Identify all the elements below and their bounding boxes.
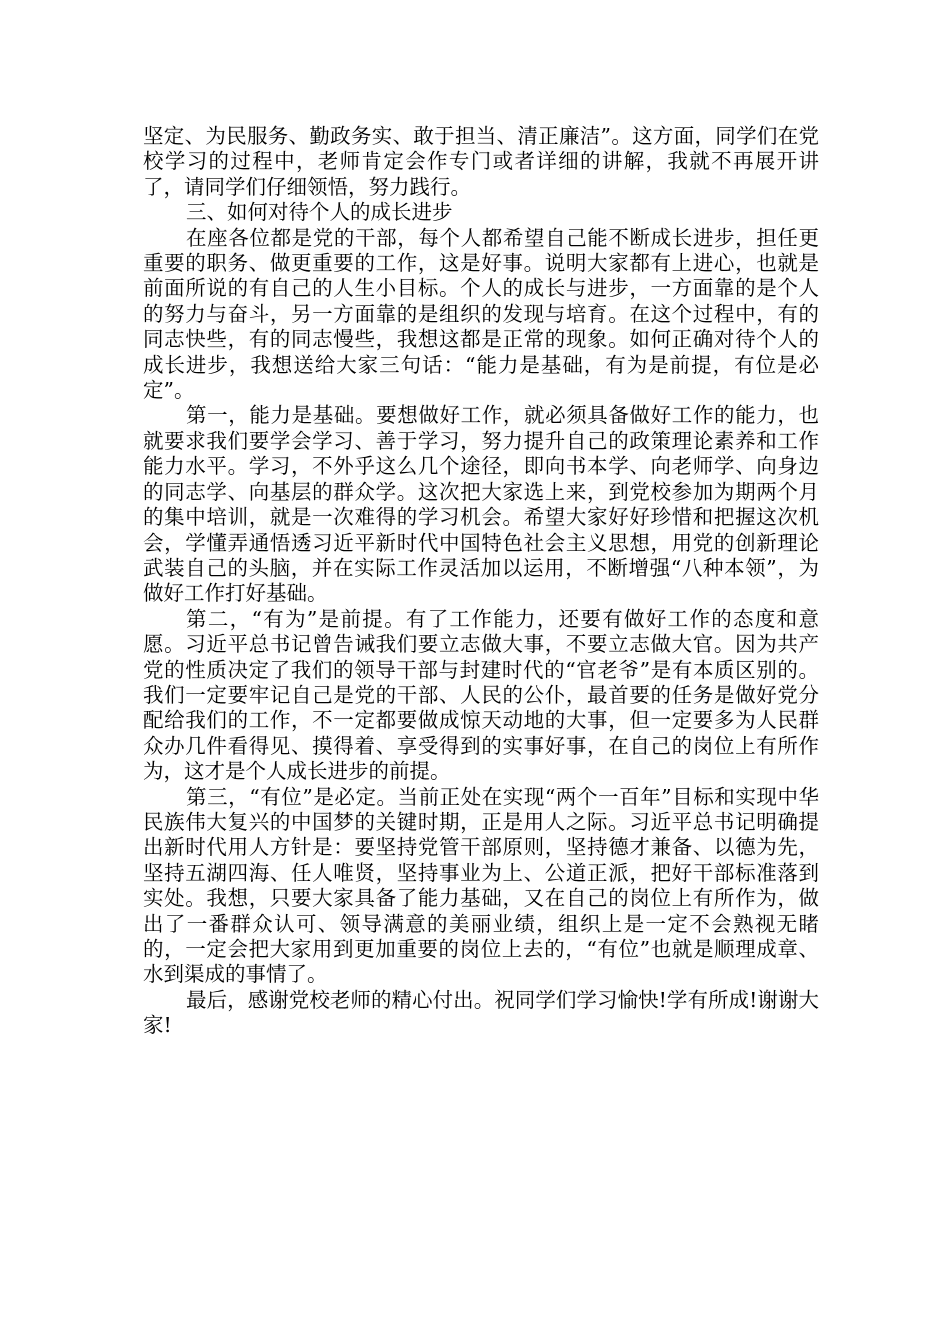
closing-paragraph: 最后，感谢党校老师的精心付出。祝同学们学习愉快!学有所成!谢谢大家! — [143, 987, 819, 1038]
body-paragraph: 第三，“有位”是必定。当前正处在实现“两个一百年”目标和实现中华民族伟大复兴的中国梦的关键时期，正是用人之际。习近平总书记明确提出新时代用人方针是：要坚持党管干部原则，坚持德才兼备、以德为先，坚持五湖四海、任人唯贤，坚持事业为上、公道正派，把好干部标准落到实处。我想，只要大家具备了能力基础，又在自己的岗位上有所作为，做出了一番群众认可、领导满意的美丽业绩，组织上是一定不会熟视无睹的，一定会把大家用到更加重要的岗位上去的，“有位”也就是顺理成章、水到渠成的事情了。 — [143, 784, 819, 987]
body-paragraph: 在座各位都是党的干部，每个人都希望自己能不断成长进步，担任更重要的职务、做更重要的工作，这是好事。说明大家都有上进心，也就是前面所说的有自己的人生小目标。个人的成长与进步，一方面靠的是个人的努力与奋斗，另一方面靠的是组织的发现与培育。在这个过程中，有的同志快些，有的同志慢些，我想这都是正常的现象。如何正确对待个人的成长进步，我想送给大家三句话：“能力是基础，有为是前提，有位是必定”。 — [143, 225, 819, 403]
section-heading: 三、如何对待个人的成长进步 — [186, 200, 453, 225]
document-body — [143, 124, 819, 1039]
body-paragraph: 第一，能力是基础。要想做好工作，就必须具备做好工作的能力，也就要求我们要学会学习、善于学习，努力提升自己的政策理论素养和工作能力水平。学习，不外乎这么几个途径，即向书本学、向老师学、向身边的同志学、向基层的群众学。这次把大家选上来，到党校参加为期两个月的集中培训，就是一次难得的学习机会。希望大家好好珍惜和把握这次机会，学懂弄通悟透习近平新时代中国特色社会主义思想，用党的创新理论武装自己的头脑，并在实际工作灵活加以运用，不断增强“八种本领”，为做好工作打好基础。 — [143, 403, 819, 606]
body-paragraph: 坚定、为民服务、勤政务实、敢于担当、清正廉洁”。这方面，同学们在党校学习的过程中，老师肯定会作专门或者详细的讲解，我就不再展开讲了，请同学们仔细领悟，努力践行。 — [143, 124, 819, 199]
body-paragraph: 第二，“有为”是前提。有了工作能力，还要有做好工作的态度和意愿。习近平总书记曾告诫我们要立志做大事，不要立志做大官。因为共产党的性质决定了我们的领导干部与封建时代的“官老爷”是有本质区别的。我们一定要牢记自己是党的干部、人民的公仆，最首要的任务是做好党分配给我们的工作，不一定都要做成惊天动地的大事，但一定要多为人民群众办几件看得见、摸得着、享受得到的实事好事，在自己的岗位上有所作为，这才是个人成长进步的前提。 — [143, 606, 819, 784]
